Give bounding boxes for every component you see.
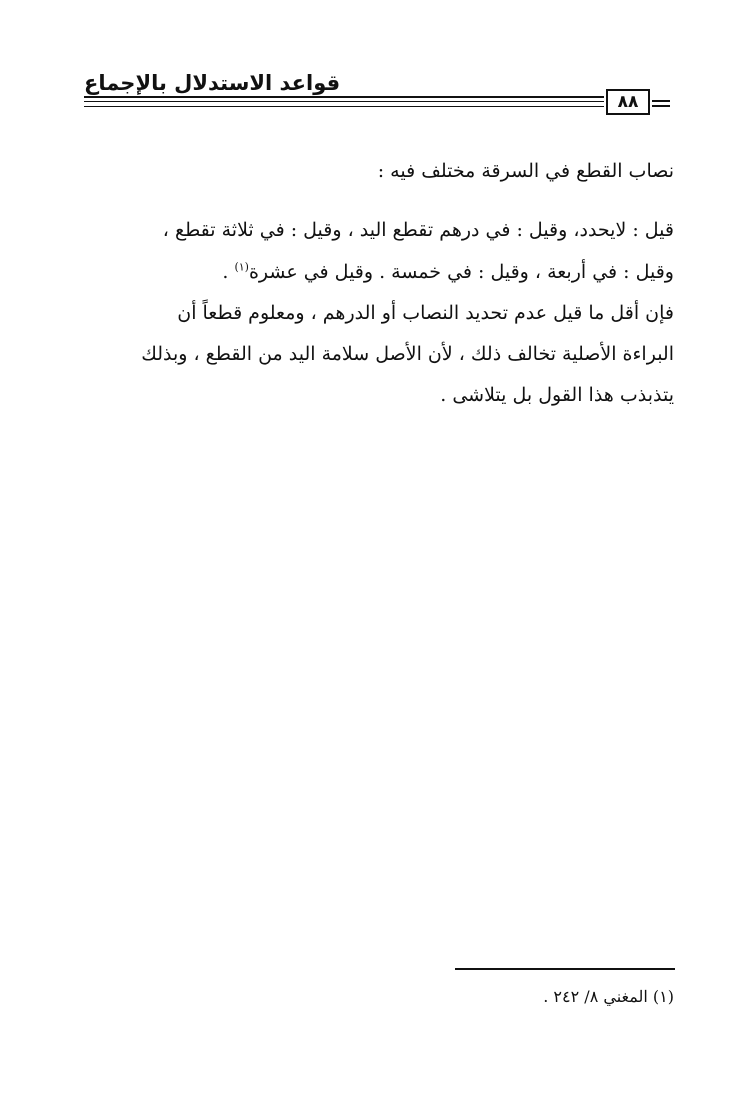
text-line: نصاب القطع في السرقة مختلف فيه : <box>377 160 674 182</box>
text-line: قيل : لايحدد، وقيل : في درهم تقطع اليد ، وقيل : في ثلاثة تقطع ، <box>162 219 674 241</box>
footnote: (١) المغني ٨/ ٢٤٢ . <box>543 987 674 1006</box>
footnote-rule <box>455 968 675 970</box>
text-line-end: . <box>222 261 235 283</box>
text-line: البراءة الأصلية تخالف ذلك ، لأن الأصل سلامة اليد من القطع ، وبذلك <box>141 343 674 365</box>
text-line-content: وقيل : في أربعة ، وقيل : في خمسة . وقيل في عشرة <box>248 261 674 283</box>
text-line: يتذبذب هذا القول بل يتلاشى . <box>440 384 674 406</box>
header-rule <box>84 96 604 98</box>
header-rule <box>84 101 604 102</box>
footnote-marker: (١) <box>234 260 249 274</box>
text-line: فإن أقل ما قيل عدم تحديد النصاب أو الدرهم ، ومعلوم قطعاً أن <box>177 302 674 324</box>
page-number: ٨٨ <box>606 89 650 115</box>
text-line <box>222 251 674 293</box>
header-rule-short <box>652 105 670 107</box>
header-rule <box>84 106 604 107</box>
header-rule-short <box>652 100 670 102</box>
running-title: قواعد الاستدلال بالإجماع <box>84 71 341 95</box>
